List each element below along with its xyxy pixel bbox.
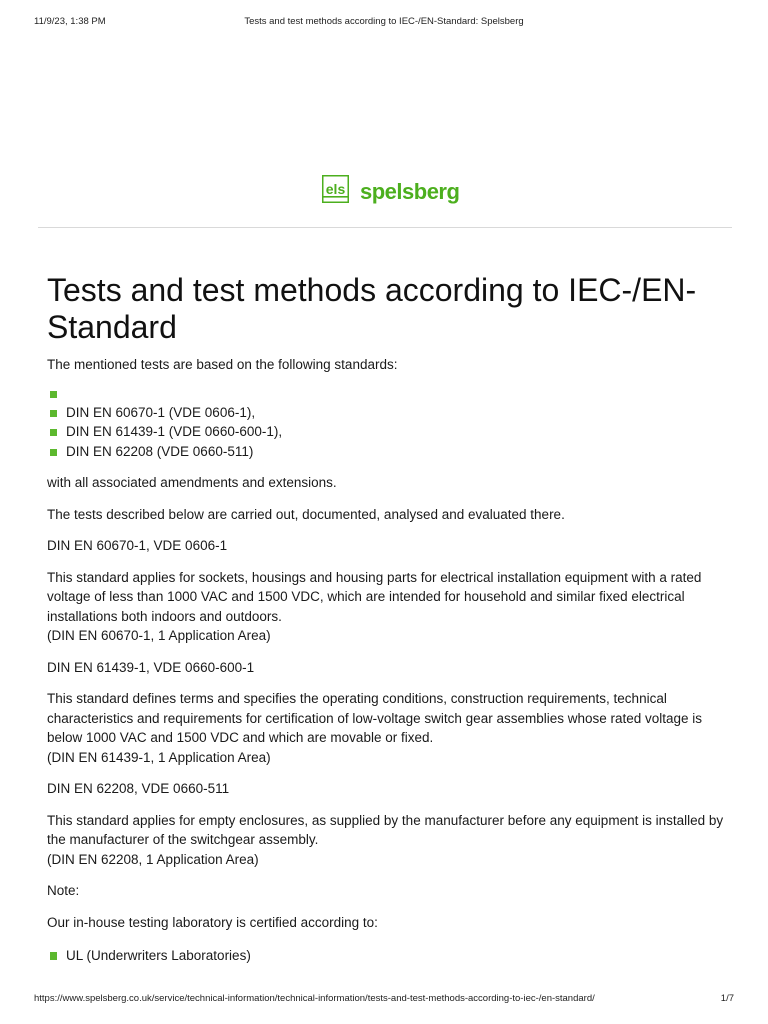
spelsberg-logo[interactable]	[322, 173, 459, 203]
list-item	[47, 422, 727, 442]
list-item	[47, 442, 727, 462]
section-reference: (DIN EN 61439-1, 1 Application Area)	[47, 749, 271, 765]
section-reference: (DIN EN 62208, 1 Application Area)	[47, 851, 259, 867]
section-body-text: This standard applies for empty enclosures, as supplied by the manufacturer before any equipment is installed by the manufacturer of the switchgear assembly.	[47, 812, 724, 847]
bullet-square-icon	[50, 391, 57, 398]
standards-list	[47, 389, 727, 462]
list-item-label: DIN EN 61439-1 (VDE 0660-600-1),	[66, 424, 283, 439]
certifications-list	[47, 946, 727, 966]
list-item-label: UL (Underwriters Laboratories)	[66, 948, 251, 963]
logo-wordmark: spelsberg	[360, 179, 460, 204]
bullet-square-icon	[50, 952, 57, 960]
list-item-label: DIN EN 60670-1 (VDE 0606-1),	[66, 404, 256, 420]
section-reference: (DIN EN 60670-1, 1 Application Area)	[47, 628, 271, 643]
amendments-text: with all associated amendments and extensions.	[47, 475, 337, 490]
list-item	[47, 389, 727, 403]
section-body-text: This standard applies for sockets, housings and housing parts for electrical installation equipment with a rated voltage of less than 1000 VAC and 1500 VDC, which are intended for household and similar fixed electrical installations both indoors and outdoors.	[47, 569, 702, 624]
bullet-square-icon	[50, 449, 57, 456]
page-number: 1/7	[720, 993, 734, 1004]
tests-note-text: The tests described below are carried out, documented, analysed and evaluated there.	[47, 506, 565, 522]
print-page-title: Tests and test methods according to IEC-/EN-Standard: Spelsberg	[244, 16, 524, 27]
logo-mark-text: els	[325, 181, 346, 197]
section-body	[47, 811, 727, 870]
note-label: Note:	[47, 883, 80, 898]
header-divider	[38, 227, 732, 228]
section-body	[47, 568, 727, 646]
section-body-text: This standard defines terms and specifies the operating conditions, construction requirements, technical characteristics and requirements for certification of low-voltage switch gear assemblies whose rated voltage is below 1000 VAC and 1500 VDC and which are movable or fixed.	[47, 691, 703, 745]
list-item-label: DIN EN 62208 (VDE 0660-511)	[66, 443, 254, 459]
intro-text: The mentioned tests are based on the following standards:	[47, 357, 398, 372]
section-heading: DIN EN 61439-1, VDE 0660-600-1	[47, 659, 255, 675]
els-logo-mark-icon	[322, 175, 349, 203]
list-item	[47, 946, 727, 966]
bullet-square-icon	[50, 410, 57, 417]
lab-intro-text: Our in-house testing laboratory is certified according to:	[47, 914, 378, 930]
bullet-square-icon	[50, 429, 57, 436]
section-heading: DIN EN 62208, VDE 0660-511	[47, 781, 230, 796]
list-item	[47, 403, 727, 423]
page-url: https://www.spelsberg.co.uk/service/technical-information/technical-information/tests-and-test-methods-according-to-iec-/en-standard/	[34, 993, 595, 1004]
article-content	[47, 272, 727, 966]
page-title: Tests and test methods according to IEC-/EN-Standard	[47, 272, 697, 345]
section-body	[47, 689, 727, 767]
print-date: 11/9/23, 1:38 PM	[34, 16, 106, 27]
section-heading: DIN EN 60670-1, VDE 0606-1	[47, 538, 228, 553]
